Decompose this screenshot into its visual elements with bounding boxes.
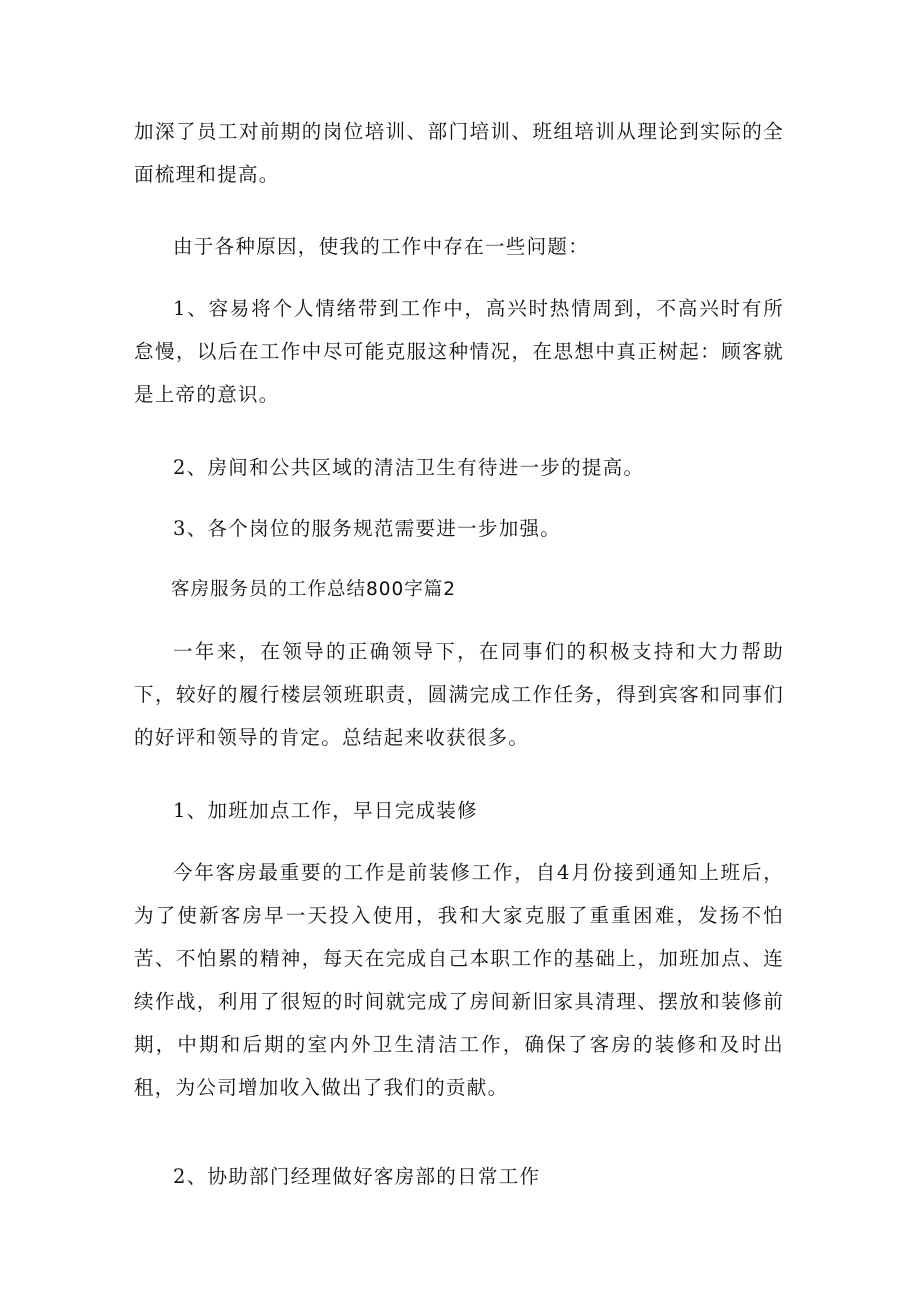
paragraph-issue-3: 3、各个岗位的服务规范需要进一步加强。 — [173, 517, 562, 540]
paragraph-year-summary: 一年来，在领导的正确领导下，在同事们的积极支持和大力帮助下，较好的履行楼层领班职责，圆满完成工作任务，得到宾客和同事们的好评和领导的肯定。总结起来收获很多。 — [134, 640, 784, 749]
paragraph-point-2-title: 2、协助部门经理做好客房部的日常工作 — [173, 1165, 541, 1188]
paragraph-issue-1: 1、容易将个人情绪带到工作中，高兴时热情周到，不高兴时有所怠慢，以后在工作中尽可能克服这种情况，在思想中真正树起：顾客就是上帝的意识。 — [134, 297, 784, 406]
paragraph-renovation: 今年客房最重要的工作是前装修工作，自4月份接到通知上班后，为了使新客房早一天投入使用，我和大家克服了重重困难，发扬不怕苦、不怕累的精神，每天在完成自己本职工作的基础上，加班加点、连续作战，利用了很短的时间就完成了房间新旧家具清理、摆放和装修前期，中期和后期的室内外卫生清洁工作，确保了客房的装修和及时出租，为公司增加收入做出了我们的贡献。 — [134, 861, 784, 1099]
paragraph-continuation: 加深了员工对前期的岗位培训、部门培训、班组培训从理论到实际的全面梳理和提高。 — [134, 120, 784, 186]
section-heading: 客房服务员的工作总结800字篇2 — [171, 579, 457, 600]
paragraph-issue-2: 2、房间和公共区域的清洁卫生有待进一步的提高。 — [173, 456, 645, 479]
paragraph-point-1-title: 1、加班加点工作，早日完成装修 — [173, 799, 478, 822]
paragraph-issues-intro: 由于各种原因，使我的工作中存在一些问题： — [173, 235, 590, 258]
